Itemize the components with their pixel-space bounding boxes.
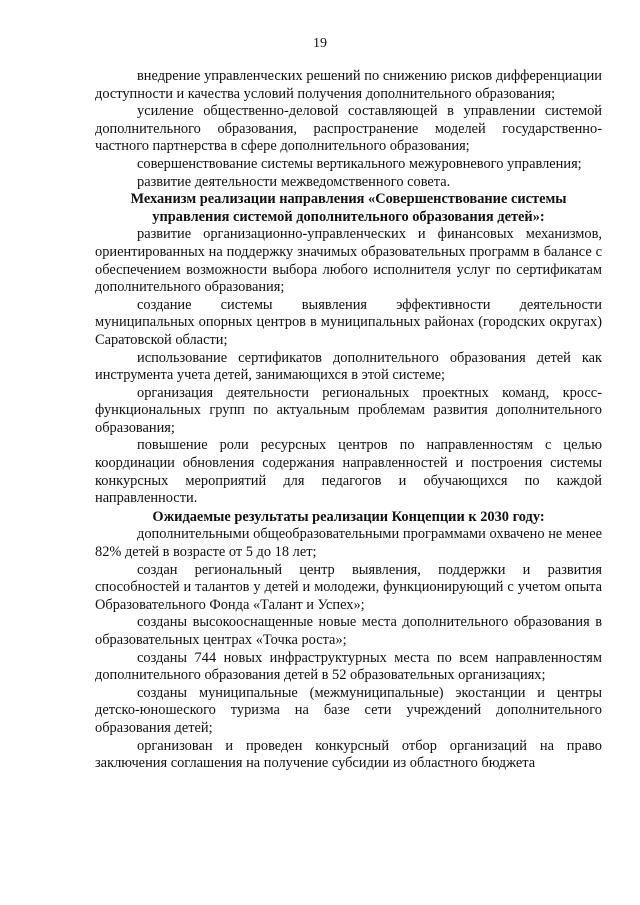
paragraph: повышение роли ресурсных центров по направленностям с целью координации обновления содержания направленностей и построения системы конкурсных мероприятий для педагогов и обучающихся по каждой направленности. — [95, 437, 602, 507]
paragraph: усиление общественно-деловой составляющей в управлении системой дополнительного образования, распространение моделей государственно-частного партнерства в сфере дополнительного образования; — [95, 103, 602, 155]
paragraph: созданы высокооснащенные новые места дополнительного образования в образовательных центрах «Точка роста»; — [95, 614, 602, 648]
paragraph: совершенствование системы вертикального межуровневого управления; — [137, 155, 582, 172]
paragraph: внедрение управленческих решений по снижению рисков дифференциации доступности и качества условий получения дополнительного образования; — [95, 68, 602, 102]
document-body — [95, 68, 602, 773]
paragraph: развитие деятельности межведомственного совета. — [137, 173, 451, 190]
paragraph: дополнительными общеобразовательными программами охвачено не менее 82% детей в возрасте от 5 до 18 лет; — [95, 526, 602, 561]
paragraph: использование сертификатов дополнительного образования детей как инструмента учета детей, занимающихся в этой системе; — [95, 349, 602, 384]
paragraph: организован и проведен конкурсный отбор организаций на право заключения соглашения на получение субсидии из областного бюджета — [95, 737, 602, 772]
section-heading-results: Ожидаемые результаты реализации Концепции к 2030 году: — [152, 508, 545, 525]
section-heading-mechanism: Механизм реализации направления «Совершенствование системы управления системой дополнительного образования детей»: — [130, 191, 567, 225]
paragraph: создание системы выявления эффективности деятельности муниципальных опорных центров в муниципальных районах (городских округах) Саратовской области; — [95, 296, 602, 348]
paragraph: созданы муниципальные (межмуниципальные) экостанции и центры детско-юношеского туризма на базе сети учреждений дополнительного образования детей; — [95, 684, 602, 736]
page-number: 19 — [313, 36, 327, 51]
paragraph: создан региональный центр выявления, поддержки и развития способностей и талантов у детей и молодежи, функционирующий с учетом опыта Образовательного Фонда «Талант и Успех»; — [95, 561, 602, 613]
paragraph: организация деятельности региональных проектных команд, кросс-функциональных групп по актуальным проблемам развития дополнительного образования; — [95, 384, 602, 436]
paragraph: созданы 744 новых инфраструктурных места по всем направленностям дополнительного образования детей в 52 образовательных организациях; — [95, 649, 602, 684]
paragraph: развитие организационно-управленческих и финансовых механизмов, ориентированных на поддержку значимых образовательных программ в балансе с обеспечением возможности выбора любого исполнителя услуг по сертификатам дополнительного образования; — [95, 226, 602, 296]
